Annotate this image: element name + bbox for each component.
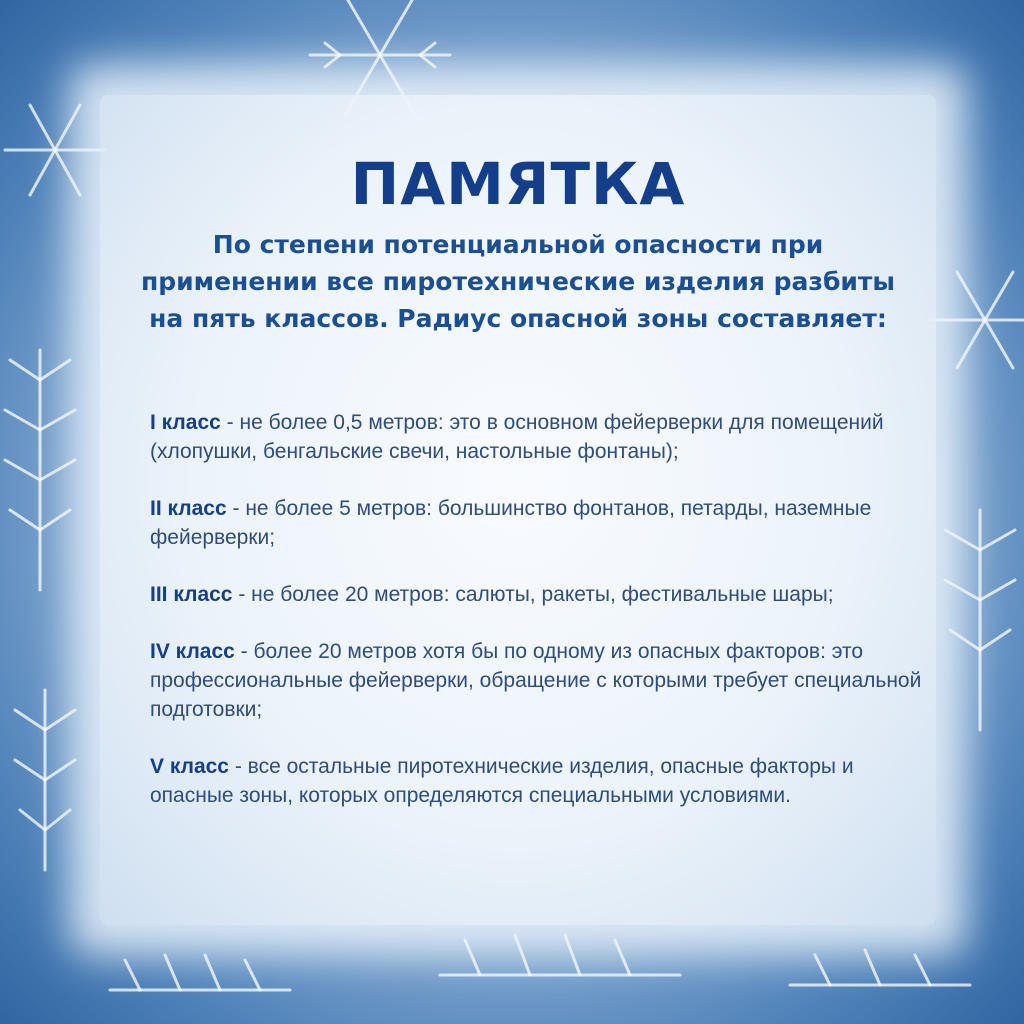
page-title: ПАМЯТКА <box>350 150 686 218</box>
hazard-class-description: - не более 0,5 метров: это в основном фейерверки для помещений (хлопушки, бенгальские свечи, настольные фонтаны); <box>150 411 884 463</box>
hazard-class-name: I класс <box>150 411 221 434</box>
hazard-class-name: IV класс <box>150 640 235 663</box>
hazard-class-list <box>150 408 930 810</box>
hazard-class-description: - не более 20 метров: салюты, ракеты, фестивальные шары; <box>232 583 834 606</box>
hazard-class-item <box>150 637 930 724</box>
hazard-class-item <box>150 494 930 552</box>
hazard-class-description: - все остальные пиротехнические изделия, опасные факторы и опасные зоны, которых определяются специальными условиями. <box>150 755 854 807</box>
intro-text: По степени потенциальной опасности при применении все пиротехнические изделия разбиты на пять классов. Радиус опасной зоны составляет: <box>140 230 896 333</box>
hazard-class-description: - более 20 метров хотя бы по одному из опасных факторов: это профессиональные фейерверки, обращение с которыми требует специальной подготовки; <box>150 640 922 721</box>
hazard-class-name: III класс <box>150 583 233 606</box>
hazard-class-item <box>150 580 930 609</box>
hazard-class-item <box>150 752 930 810</box>
hazard-class-name: II класс <box>150 497 227 520</box>
hazard-class-description: - не более 5 метров: большинство фонтанов, петарды, наземные фейерверки; <box>150 497 872 549</box>
hazard-class-item <box>150 408 930 466</box>
hazard-class-name: V класс <box>150 755 229 778</box>
